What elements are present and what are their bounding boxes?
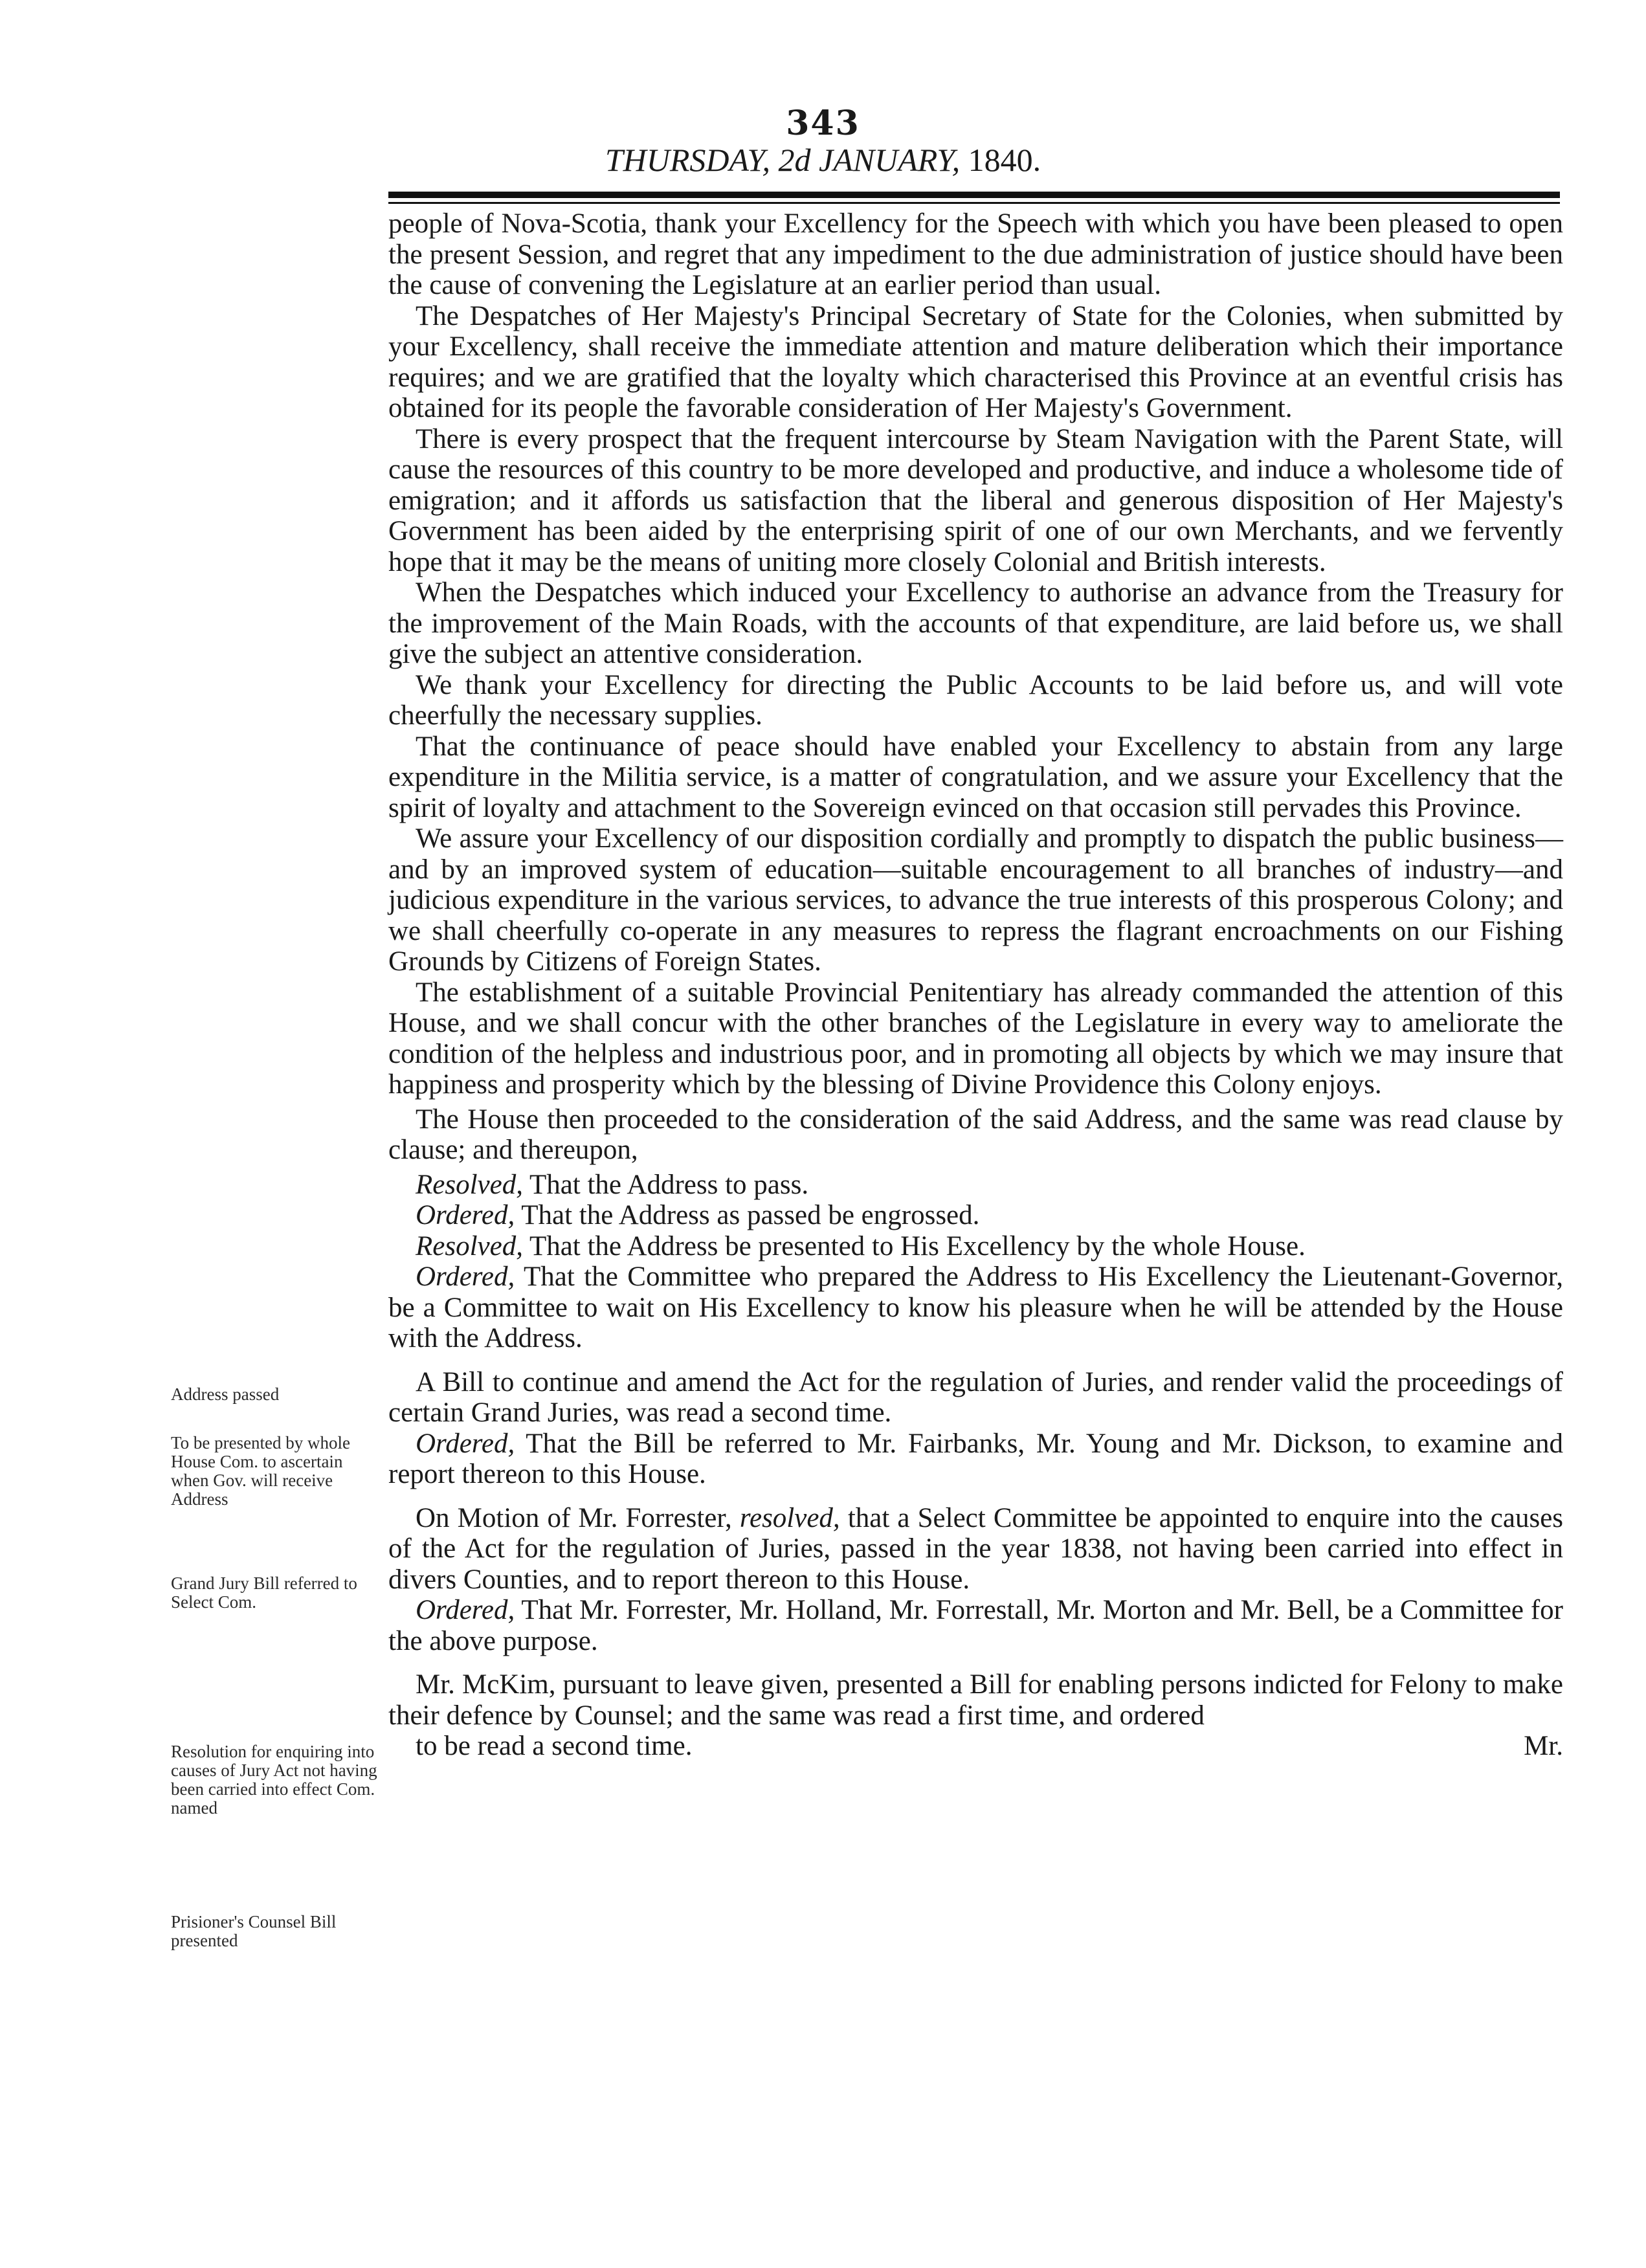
ordered-lead: Ordered, bbox=[416, 1428, 515, 1459]
paragraph-10 bbox=[388, 1170, 1563, 1201]
paragraph-9: The House then proceeded to the consideration of the said Address, and the same was read clause by clause; and thereupon, bbox=[388, 1104, 1563, 1165]
paragraph-1: people of Nova-Scotia, thank your Excellency for the Speech with which you have been pleased to open the present Session, and regret that any impediment to the due administration of justice should have been the cause of convening the Legislature at an earlier period than usual. bbox=[388, 208, 1563, 300]
paragraph-15-text: That the Bill be referred to Mr. Fairbanks, Mr. Young and Mr. Dickson, to examine and report thereon to this House. bbox=[388, 1428, 1563, 1489]
resolved-lead: Resolved, bbox=[416, 1169, 523, 1200]
margin-note-jury-act-resolution: Resolution for enquiring into causes of Jury Act not having been carried into effect Com. named bbox=[171, 1742, 377, 1818]
resolved-inline: resolved, bbox=[739, 1502, 840, 1533]
margin-note-address-passed: Address passed bbox=[171, 1384, 280, 1404]
paragraph-11-text: That the Address as passed be engrossed. bbox=[521, 1200, 980, 1230]
paragraph-5: We thank your Excellency for directing the Public Accounts to be laid before us, and will vote cheerfully the necessary supplies. bbox=[388, 669, 1563, 731]
ordered-lead: Ordered, bbox=[416, 1595, 515, 1625]
paragraph-13 bbox=[388, 1262, 1563, 1354]
margin-note-grand-jury-bill: Grand Jury Bill referred to Select Com. bbox=[171, 1573, 357, 1612]
paragraph-15 bbox=[388, 1429, 1563, 1490]
page-number: 343 bbox=[786, 104, 860, 143]
paragraph-6: That the continuance of peace should have enabled your Excellency to abstain from any large expenditure in the Militia service, is a matter of congratulation, and we assure your Excellency that the spirit of loyalty and attachment to the Sovereign evinced on that occasion still pervades this Province. bbox=[388, 731, 1563, 823]
header-year: 1840. bbox=[968, 142, 1041, 178]
paragraph-13-text: That the Committee who prepared the Address to His Excellency the Lieutenant-Governor, be a Committee to wait on His Excellency to know his pleasure when he will be attended by the House with the Address. bbox=[388, 1262, 1563, 1353]
paragraph-16-start: On Motion of Mr. Forrester, bbox=[416, 1502, 732, 1533]
header-date bbox=[0, 141, 1646, 179]
resolved-lead: Resolved, bbox=[416, 1230, 523, 1262]
paragraph-4: When the Despatches which induced your Excellency to authorise an advance from the Treasury for the improvement of the Main Roads, with the accounts of that expenditure, are laid before us, we shall give the subject an attentive consideration. bbox=[388, 577, 1563, 669]
margin-note-presented-by-house: To be presented by whole House Com. to ascertain when Gov. will receive Address bbox=[171, 1433, 351, 1509]
paragraph-18-end: to be read a second time. bbox=[416, 1731, 693, 1761]
paragraph-16 bbox=[388, 1503, 1563, 1595]
ordered-lead: Ordered, bbox=[416, 1262, 515, 1292]
paragraph-17-text: That Mr. Forrester, Mr. Holland, Mr. Forrestall, Mr. Morton and Mr. Bell, be a Committee for the above purpose. bbox=[388, 1595, 1563, 1656]
header-rule-thick bbox=[388, 192, 1560, 198]
paragraph-18: Mr. McKim, pursuant to leave given, presented a Bill for enabling persons indicted for Felony to make their defence by Counsel; and the same was read a first time, and ordered bbox=[388, 1669, 1563, 1731]
paragraph-12 bbox=[388, 1231, 1563, 1262]
catchword: Mr. bbox=[1524, 1731, 1563, 1761]
paragraph-17 bbox=[388, 1595, 1563, 1656]
paragraph-16-text: that a Select Committee be appointed to enquire into the causes of the Act for the regulation of Juries, passed in the year 1838, not having been carried into effect in divers Counties, and to report thereon to this House. bbox=[388, 1502, 1564, 1595]
paragraph-10-text: That the Address to pass. bbox=[529, 1169, 809, 1200]
paragraph-2: The Despatches of Her Majesty's Principal Secretary of State for the Colonies, when submitted by your Excellency, shall receive the immediate attention and mature deliberation which their importance requires; and we are gratified that the loyalty which characterised this Province at an eventful crisis has obtained for its people the favorable consideration of Her Majesty's Government. bbox=[388, 300, 1563, 423]
paragraph-14: A Bill to continue and amend the Act for the regulation of Juries, and render valid the proceedings of certain Grand Juries, was read a second time. bbox=[388, 1366, 1563, 1428]
paragraph-18-last-line bbox=[388, 1731, 1563, 1762]
margin-note-counsel-bill: Prisioner's Counsel Bill presented bbox=[171, 1912, 337, 1951]
paragraph-8: The establishment of a suitable Provincial Penitentiary has already commanded the attention of this House, and we shall concur with the other branches of the Legislature in every way to ameliorate the condition of the helpless and industrious poor, and in promoting all objects by which we may insure that happiness and prosperity which by the blessing of Divine Providence this Colony enjoys. bbox=[388, 977, 1563, 1100]
paragraph-7: We assure your Excellency of our disposition cordially and promptly to dispatch the public business—and by an improved system of education—suitable encouragement to all branches of industry—and judicious expenditure in the various services, to advance the true interests of this prosperous Colony; and we shall cheerfully co-operate in any measures to repress the flagrant encroachments on our Fishing Grounds by Citizens of Foreign States. bbox=[388, 823, 1563, 977]
header-date-text: THURSDAY, 2d JANUARY, bbox=[605, 142, 961, 178]
paragraph-11 bbox=[388, 1200, 1563, 1231]
body-text bbox=[388, 208, 1563, 1762]
paragraph-3: There is every prospect that the frequent intercourse by Steam Navigation with the Parent State, will cause the resources of this country to be more developed and productive, and induce a wholesome tide of emigration; and it affords us satisfaction that the liberal and generous disposition of Her Majesty's Government has been aided by the enterprising spirit of one of our own Merchants, and we fervently hope that it may be the means of uniting more closely Colonial and British interests. bbox=[388, 423, 1563, 577]
paragraph-12-text: That the Address be presented to His Excellency by the whole House. bbox=[529, 1230, 1306, 1262]
header-rule-thin bbox=[388, 202, 1560, 204]
ordered-lead: Ordered, bbox=[416, 1200, 515, 1230]
